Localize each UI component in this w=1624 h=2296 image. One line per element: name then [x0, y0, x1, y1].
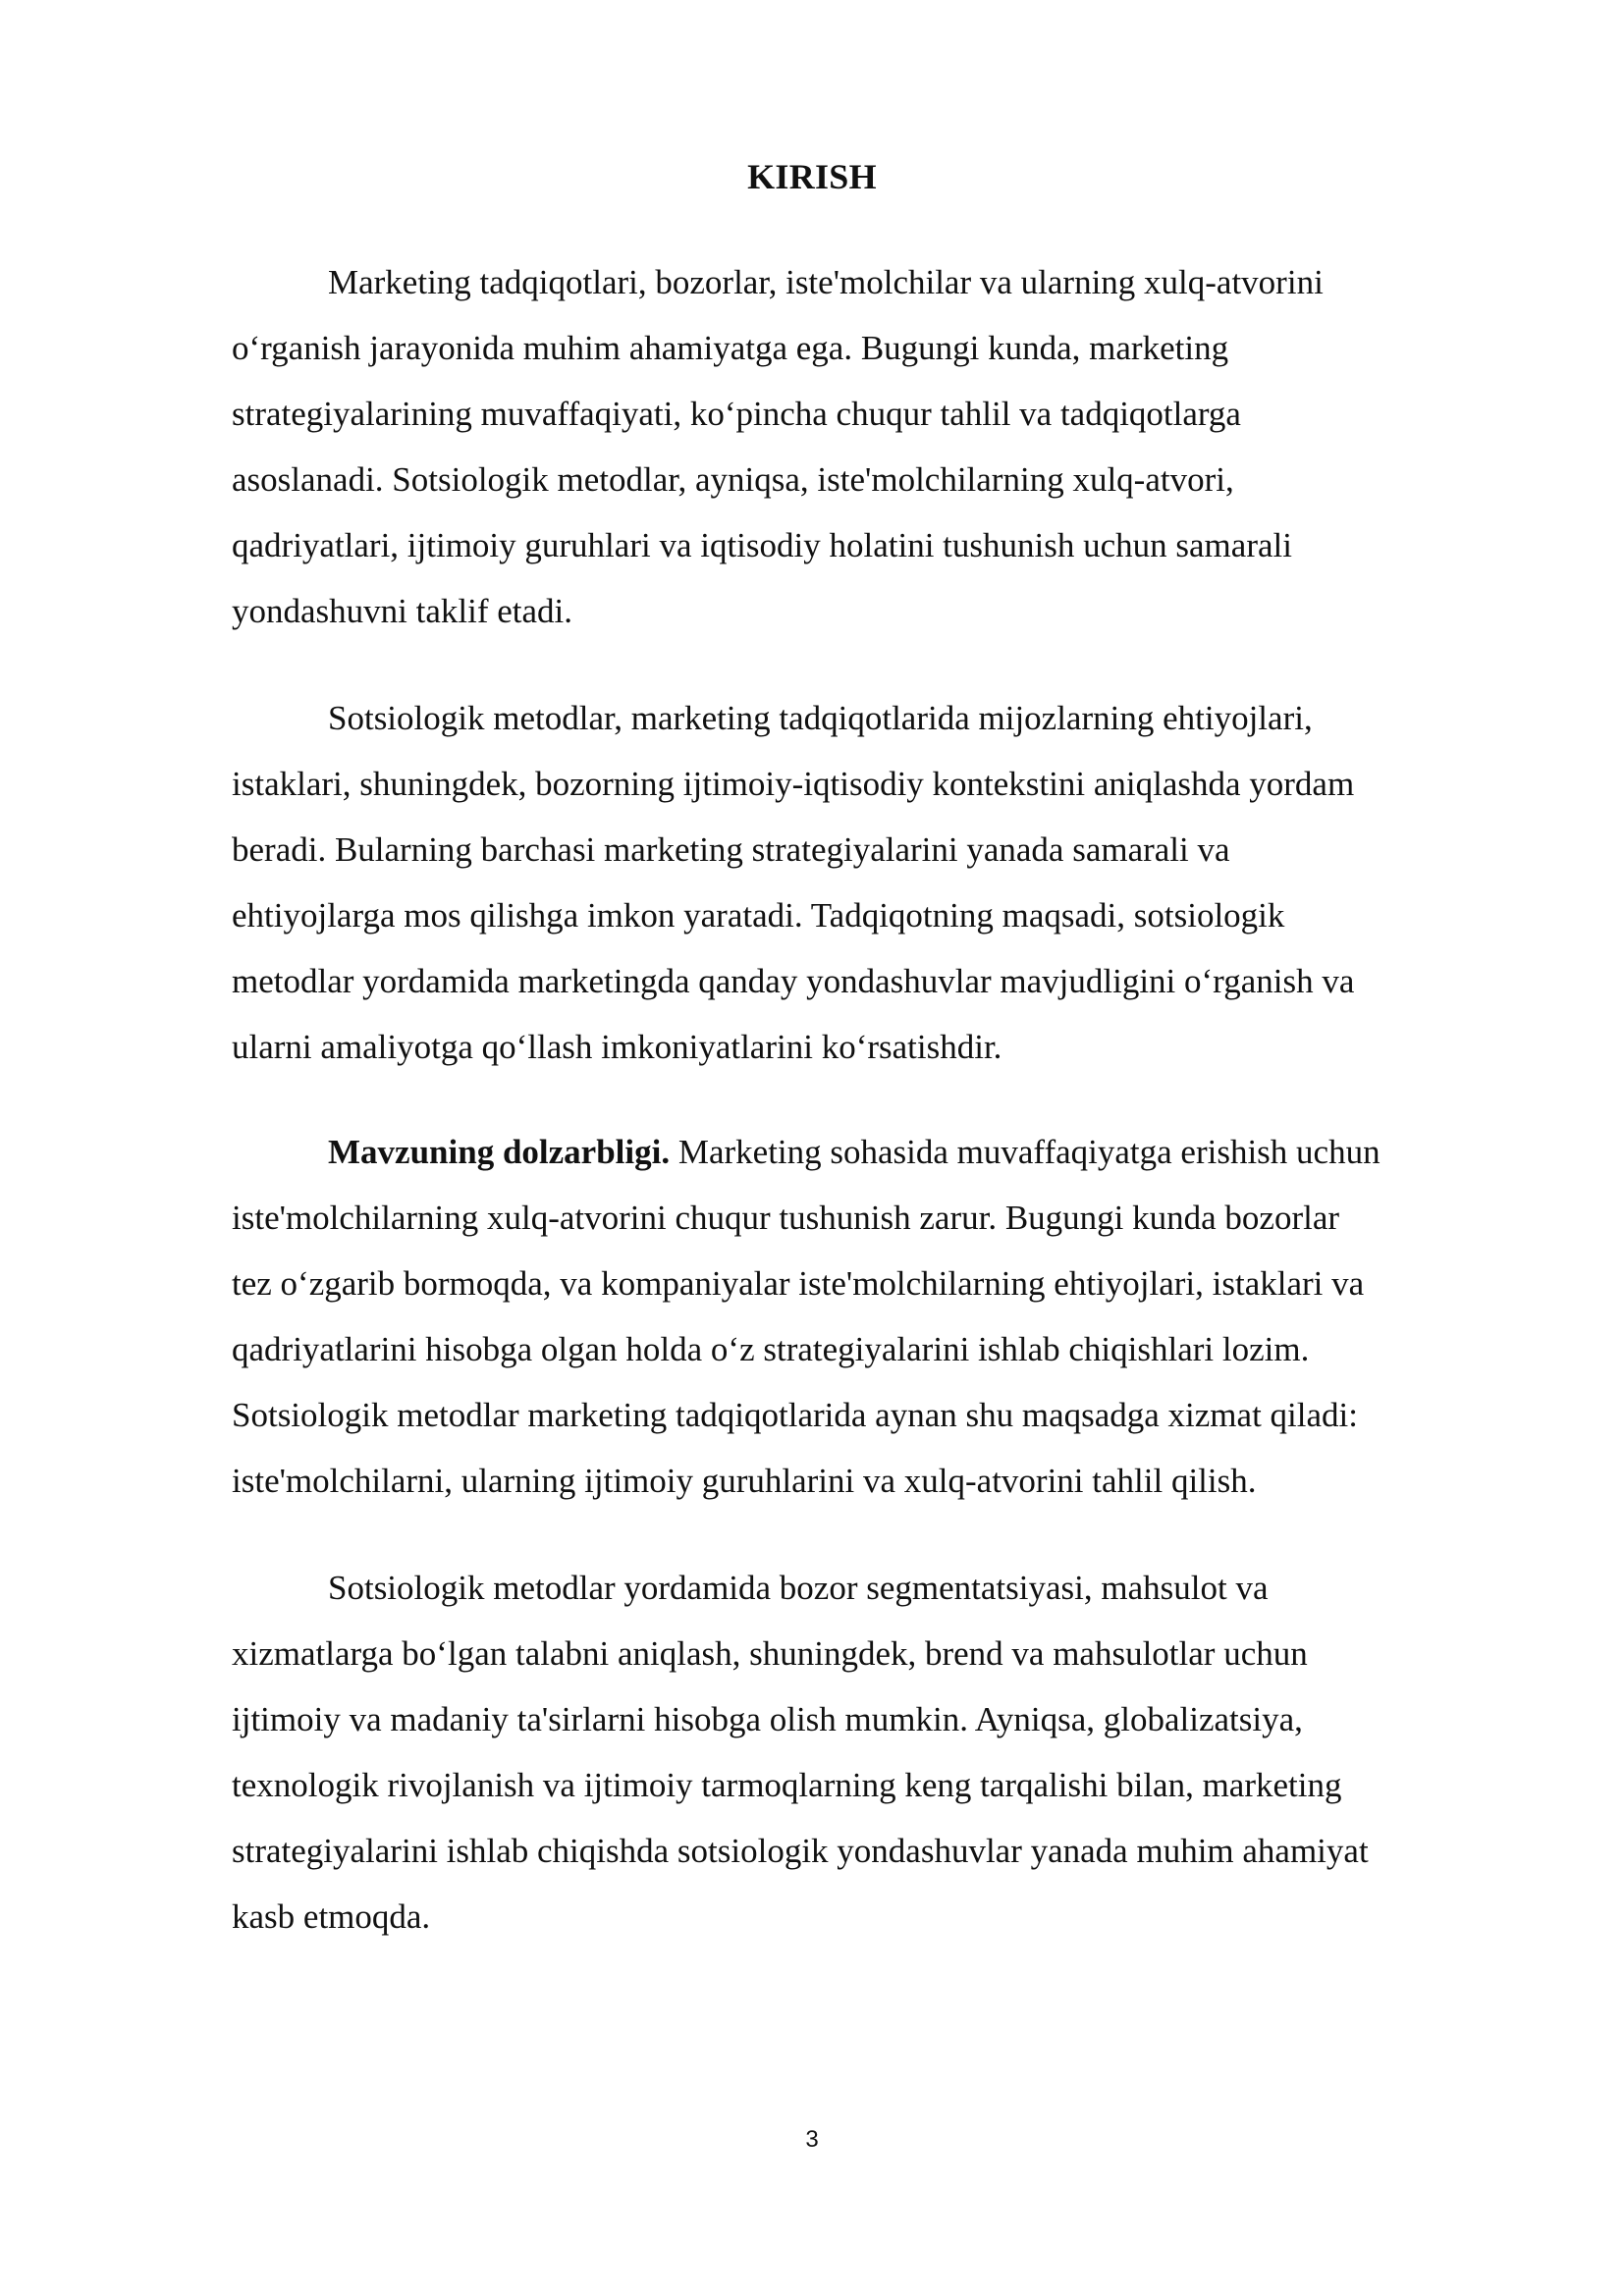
paragraph-line: qadriyatlari, ijtimoiy guruhlari va iqtisodiy holatini tushunish uchun samarali [232, 526, 1292, 564]
paragraph-line [232, 1119, 1508, 1185]
paragraph-line: Sotsiologik metodlar marketing tadqiqotlarida aynan shu maqsadga xizmat qiladi: [232, 1396, 1358, 1434]
paragraph-line: metodlar yordamida marketingda qanday yondashuvlar mavjudligini o‘rganish va [232, 962, 1355, 1000]
paragraph-line: istaklari, shuningdek, bozorning ijtimoiy-iqtisodiy kontekstini aniqlashda yordam [232, 765, 1355, 803]
paragraph-line: ehtiyojlarga mos qilishga imkon yaratadi. Tadqiqotning maqsadi, sotsiologik [232, 896, 1285, 934]
paragraph-line: Sotsiologik metodlar, marketing tadqiqotlarida mijozlarning ehtiyojlari, [328, 699, 1313, 737]
paragraph-line: ijtimoiy va madaniy ta'sirlarni hisobga olish mumkin. Ayniqsa, globalizatsiya, [232, 1700, 1303, 1738]
paragraph-line: tez o‘zgarib bormoqda, va kompaniyalar iste'molchilarning ehtiyojlari, istaklari va [232, 1264, 1365, 1303]
paragraph-line: iste'molchilarni, ularning ijtimoiy guruhlarini va xulq-atvorini tahlil qilish. [232, 1462, 1257, 1500]
paragraph-line: Marketing tadqiqotlari, bozorlar, iste'molchilar va ularning xulq-atvorini [328, 263, 1324, 301]
page-number: 3 [805, 2126, 819, 2153]
paragraph-line: yondashuvni taklif etadi. [232, 592, 573, 630]
paragraph-line: strategiyalarini ishlab chiqishda sotsiologik yondashuvlar yanada muhim ahamiyat [232, 1832, 1369, 1870]
section-title: KIRISH [747, 157, 877, 196]
paragraph-lead-heading: Mavzuning dolzarbligi. [328, 1133, 671, 1171]
paragraph-line: qadriyatlarini hisobga olgan holda o‘z strategiyalarini ishlab chiqishlari lozim. [232, 1330, 1310, 1368]
paragraph-line: xizmatlarga bo‘lgan talabni aniqlash, shuningdek, brend va mahsulotlar uchun [232, 1634, 1308, 1673]
paragraph-line: iste'molchilarning xulq-atvorini chuqur tushunish zarur. Bugungi kunda bozorlar [232, 1199, 1340, 1237]
paragraph-line: texnologik rivojlanish va ijtimoiy tarmoqlarning keng tarqalishi bilan, marketing [232, 1766, 1342, 1804]
body-paragraph-3 [232, 1119, 1508, 1514]
paragraph-line: o‘rganish jarayonida muhim ahamiyatga ega. Bugungi kunda, marketing [232, 329, 1229, 367]
body-paragraph-2 [232, 685, 1508, 1080]
paragraph-line: Sotsiologik metodlar yordamida bozor segmentatsiyasi, mahsulot va [328, 1569, 1269, 1607]
paragraph-line: beradi. Bularning barchasi marketing strategiyalarini yanada samarali va [232, 830, 1230, 869]
paragraph-line: kasb etmoqda. [232, 1897, 431, 1936]
paragraph-line-text: Marketing sohasida muvaffaqiyatga erishish uchun [670, 1133, 1380, 1171]
body-paragraph-1 [232, 249, 1508, 644]
paragraph-line: strategiyalarining muvaffaqiyati, ko‘pincha chuqur tahlil va tadqiqotlarga [232, 395, 1241, 433]
paragraph-line: asoslanadi. Sotsiologik metodlar, ayniqsa, iste'molchilarning xulq-atvori, [232, 460, 1234, 499]
paragraph-line: ularni amaliyotga qo‘llash imkoniyatlarini ko‘rsatishdir. [232, 1028, 1002, 1066]
body-paragraph-4 [232, 1555, 1508, 1949]
